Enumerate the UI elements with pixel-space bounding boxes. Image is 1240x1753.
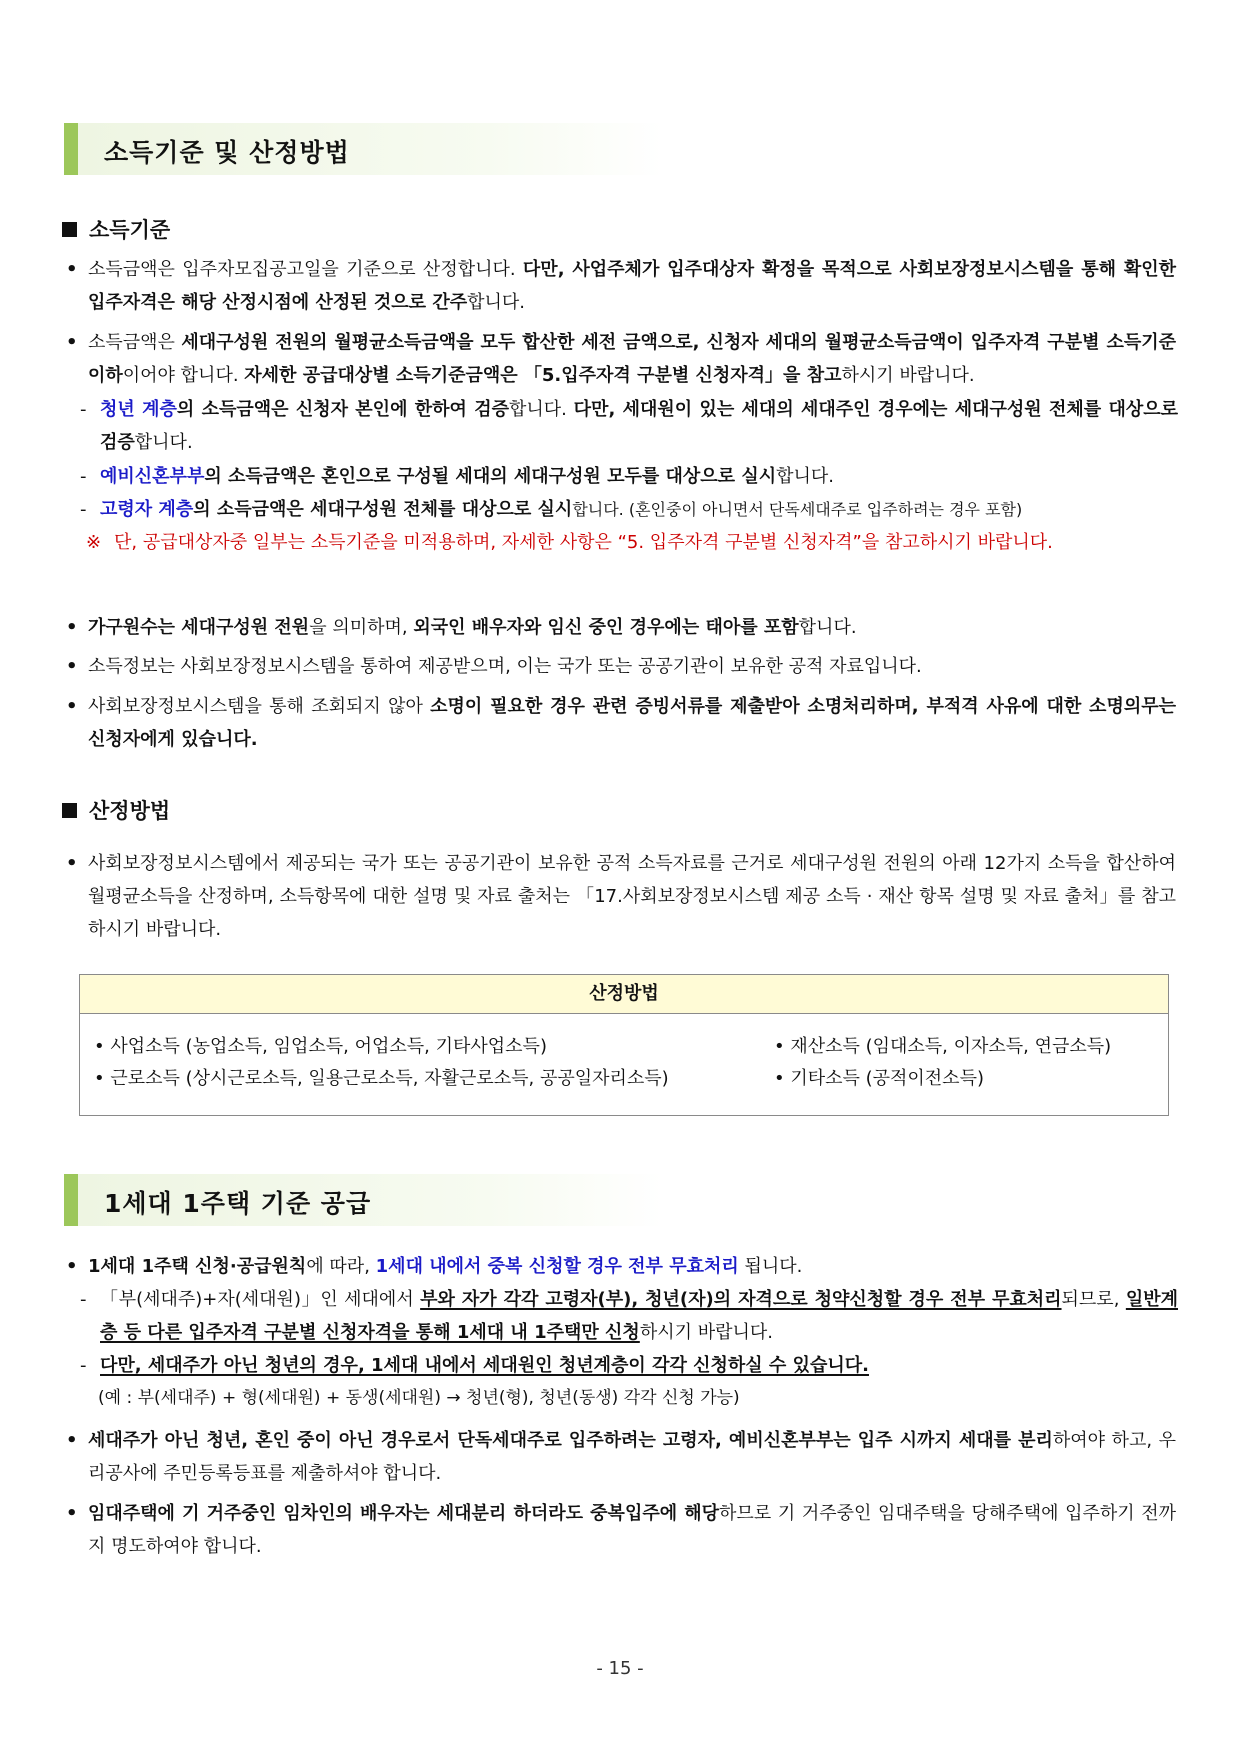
paragraph-explanation: • 사회보장정보시스템을 통해 조회되지 않아 소명이 필요한 경우 관련 증빙서류를 제출받아 소명처리하며, 부적격 사유에 대한 소명의무는 신청자에게 있습니다. (66, 690, 1176, 756)
paragraph-income-date: • 소득금액은 입주자모집공고일을 기준으로 산정합니다. 다만, 사업주체가 입주대상자 확정을 목적으로 사회보장정보시스템을 통해 확인한 입주자격은 해당 산정시점에 산정된 것으로 간주합니다. (66, 253, 1176, 319)
bullet-icon: • (66, 696, 78, 717)
list-item: • 기타소득 (공적이전소득) (774, 1068, 984, 1089)
paragraph-existing-tenant: • 임대주택에 기 거주중인 임차인의 배우자는 세대분리 하더라도 중복입주에 해당하므로 기 거주중인 임대주택을 당해주택에 입주하기 전까지 명도하여야 합니다. (66, 1497, 1176, 1563)
paragraph-household-count: • 가구원수는 세대구성원 전원을 의미하며, 외국인 배우자와 임신 중인 경우에는 태아를 포함합니다. (66, 611, 1176, 644)
bullet-icon: • (66, 617, 78, 638)
bullet-icon: • (66, 1503, 78, 1524)
section-title: 소득기준 및 산정방법 (104, 138, 350, 167)
dash-item-prenewlywed: - 예비신혼부부의 소득금액은 혼인으로 구성될 세대의 세대구성원 모두를 대상으로 실시합니다. (80, 466, 834, 487)
subsection-heading-income-criteria: 소득기준 (62, 214, 170, 244)
list-item: • 근로소득 (상시근로소득, 일용근로소득, 자활근로소득, 공공일자리소득) (94, 1068, 669, 1089)
paragraph-one-house-principle: • 1세대 1주택 신청·공급원칙에 따라, 1세대 내에서 중복 신청할 경우 전부 무효처리 됩니다. (66, 1250, 1176, 1283)
table-header: 산정방법 (80, 975, 1168, 1014)
bullet-icon: • (66, 1256, 78, 1277)
dash-item-youth-exception: - 다만, 세대주가 아닌 청년의 경우, 1세대 내에서 세대원인 청년계층이 각각 신청하실 수 있습니다. (80, 1355, 869, 1376)
list-item: • 재산소득 (임대소득, 이자소득, 연금소득) (774, 1036, 1112, 1057)
paragraph-separate-household: • 세대주가 아닌 청년, 혼인 중이 아닌 경우로서 단독세대주로 입주하려는 고령자, 예비신혼부부는 입주 시까지 세대를 분리하여야 하고, 우리공사에 주민등록등표를 제출하셔야 합니다. (66, 1424, 1176, 1490)
bullet-icon: • (66, 259, 78, 280)
section-header-income (64, 123, 664, 175)
section-title: 1세대 1주택 기준 공급 (104, 1189, 372, 1218)
dash-item-parent-child: - 「부(세대주)+자(세대원)」인 세대에서 부와 자가 각각 고령자(부), 청년(자)의 자격으로 청약신청할 경우 전부 무효처리되므로, 일반계층 등 다른 입주자격 구분별 신청자격을 통해 1세대 내 1주택만 신청하시기 바랍니다. (80, 1289, 1179, 1343)
dash-item-elderly: - 고령자 계층의 소득금액은 세대구성원 전체를 대상으로 실시합니다. (혼인중이 아니면서 단독세대주로 입주하려는 경우 포함) (80, 499, 1023, 520)
page-number: - 15 - (596, 1658, 644, 1679)
calc-method-table (79, 974, 1169, 1116)
bullet-icon: • (66, 332, 78, 353)
table-right-column (774, 1031, 1111, 1095)
note-income-exemption: ※ 단, 공급대상자중 일부는 소득기준을 미적용하며, 자세한 사항은 “5. 입주자격 구분별 신청자격”을 참고하시기 바랍니다. (86, 532, 1053, 553)
subsection-heading-calc-method: 산정방법 (62, 795, 170, 825)
dash-item-youth: - 청년 계층의 소득금액은 신청자 본인에 한하여 검증합니다. 다만, 세대원이 있는 세대의 세대주인 경우에는 세대구성원 전체를 대상으로 검증합니다. (80, 399, 1179, 453)
square-bullet-icon (62, 803, 77, 818)
square-bullet-icon (62, 222, 77, 237)
example-text: (예 : 부(세대주) + 형(세대원) + 동생(세대원) → 청년(형), 청년(동생) 각각 신청 가능) (98, 1388, 740, 1408)
paragraph-income-sum: • 소득금액은 세대구성원 전원의 월평균소득금액을 모두 합산한 세전 금액으로, 신청자 세대의 월평균소득금액이 입주자격 구분별 소득기준 이하이어야 합니다. 자세한 공급대상별 소득기준금액은 「5.입주자격 구분별 신청자격」을 참고하시기 바랍니다. (66, 326, 1176, 392)
table-left-column (94, 1031, 669, 1095)
bullet-icon: • (66, 656, 78, 677)
paragraph-calc-method: • 사회보장정보시스템에서 제공되는 국가 또는 공공기관이 보유한 공적 소득자료를 근거로 세대구성원 전원의 아래 12가지 소득을 합산하여 월평균소득을 산정하며, 소득항목에 대한 설명 및 자료 출처는 「17.사회보장정보시스템 제공 소득 · 재산 항목 설명 및 자료 출처」를 참고하시기 바랍니다. (66, 847, 1176, 946)
paragraph-income-info: • 소득정보는 사회보장정보시스템을 통하여 제공받으며, 이는 국가 또는 공공기관이 보유한 공적 자료입니다. (66, 650, 1176, 683)
list-item: • 사업소득 (농업소득, 임업소득, 어업소득, 기타사업소득) (94, 1036, 547, 1057)
bullet-icon: • (66, 853, 78, 874)
bullet-icon: • (66, 1430, 78, 1451)
section-header-one-house (64, 1174, 664, 1226)
